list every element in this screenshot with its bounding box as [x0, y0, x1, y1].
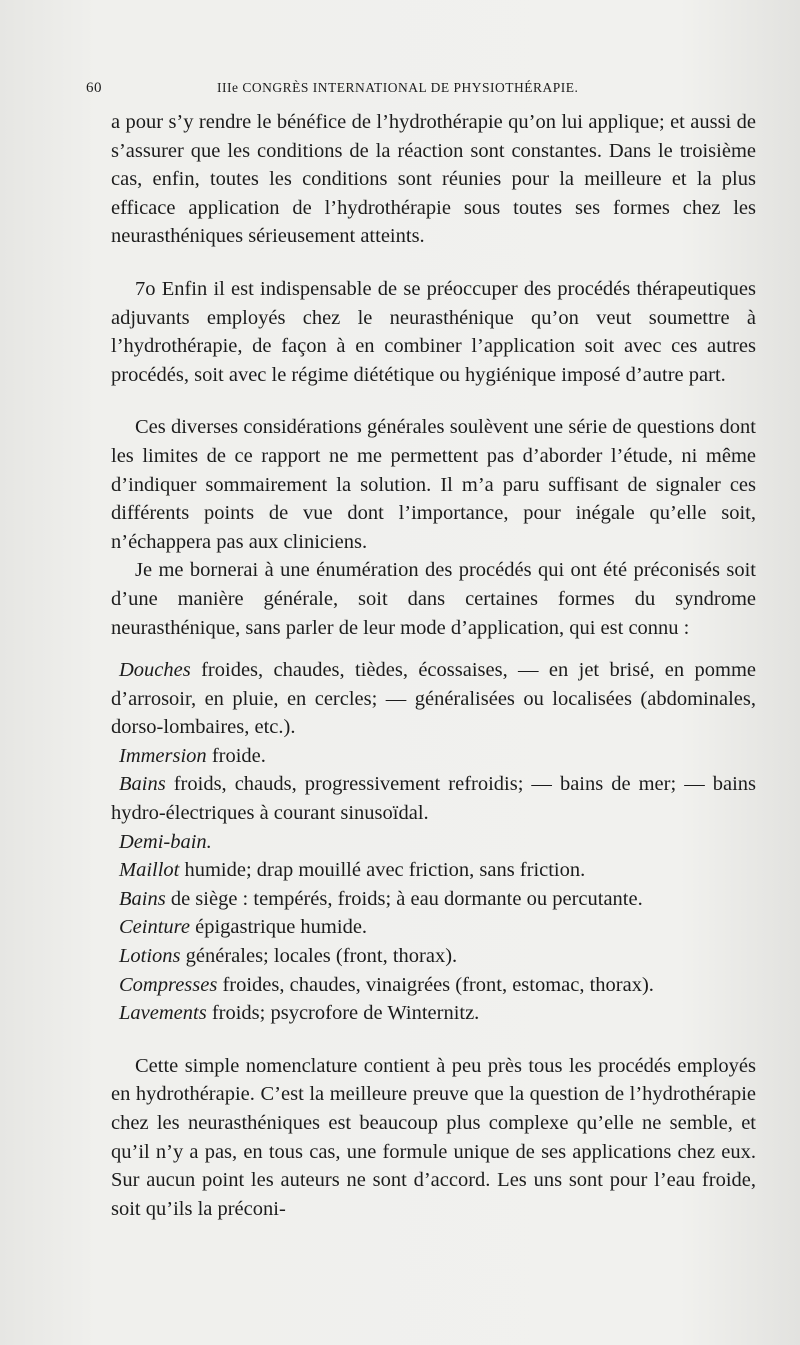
procedure-term: Bains — [119, 773, 166, 796]
paragraph-4: Je me bornerai à une énumération des procédés qui ont été préconisés soit d’une manière générale, soit dans certaines formes du syndrome neurasthénique, sans parler de leur mode d’application, qui est connu : — [111, 559, 756, 639]
procedure-item — [111, 828, 756, 857]
paragraph-1: a pour s’y rendre le bénéfice de l’hydrothérapie qu’on lui applique; et aussi de s’assurer que les conditions de la réaction sont constantes. Dans le troisième cas, enfin, toutes les conditions sont réunies pour la meilleure et la plus efficace application de l’hydrothérapie sous toutes ses formes chez les neurasthéniques sérieusement atteints. — [111, 111, 756, 248]
procedure-item — [111, 942, 756, 971]
paragraph-gap — [111, 389, 756, 413]
procedure-text: générales; locales (front, thorax). — [180, 945, 458, 968]
running-title: IIIe CONGRÈS INTERNATIONAL DE PHYSIOTHÉRAPIE. — [217, 80, 579, 95]
procedure-term: Lotions — [119, 945, 181, 968]
page-number: 60 — [86, 80, 102, 96]
procedure-text: froids; psycrofore de Winternitz. — [206, 1002, 480, 1025]
procedure-item — [111, 770, 756, 827]
procedure-text: froide. — [206, 744, 266, 767]
paragraph-3: Ces diverses considérations générales soulèvent une série de questions dont les limites de ce rapport ne me permettent pas d’aborder l’étude, ni même d’indiquer sommairement la solution. Il m’a paru suffisant de signaler ces différents points de vue dont l’importance, pour inégale qu’elle soit, n’échappera pas aux cliniciens. — [111, 416, 756, 553]
page-header — [86, 80, 766, 104]
procedure-term: Ceinture — [119, 916, 190, 939]
paragraph-gap — [111, 1028, 756, 1052]
procedure-term: Bains — [119, 887, 166, 910]
procedure-term: Maillot — [119, 859, 180, 882]
procedure-item — [111, 971, 756, 1000]
procedure-item — [111, 913, 756, 942]
procedure-item — [111, 856, 756, 885]
procedure-term: Demi-bain. — [119, 830, 212, 853]
procedure-item — [111, 999, 756, 1028]
procedure-term: Lavements — [119, 1002, 207, 1025]
paragraph-gap — [111, 642, 756, 656]
procedure-text: épigastrique humide. — [189, 916, 368, 939]
procedure-item — [111, 885, 756, 914]
procedure-term: Douches — [119, 659, 191, 682]
procedure-term: Immersion — [119, 744, 207, 767]
procedure-list — [111, 656, 756, 1028]
procedure-text: froides, chaudes, tièdes, écossaises, — en jet brisé, en pomme d’arrosoir, en pluie, en cercles; — généralisées ou localisées (abdominales, dorso-lombaires, etc.). — [111, 659, 756, 739]
procedure-item — [111, 656, 756, 742]
procedure-term: Compresses — [119, 973, 218, 996]
procedure-item — [111, 742, 756, 771]
procedure-text: humide; drap mouillé avec friction, sans friction. — [179, 859, 586, 882]
paragraph-gap — [111, 251, 756, 275]
closing-paragraph: Cette simple nomenclature contient à peu près tous les procédés employés en hydrothérapie. C’est la meilleure preuve que la question de l’hydrothérapie chez les neurasthéniques est beaucoup plus complexe qu’elle ne semble, et qu’il n’y a pas, en tous cas, une formule unique de ses applications chez eux. Sur aucun point les auteurs ne sont d’accord. Les uns sont pour l’eau froide, soit qu’ils la préconi- — [111, 1054, 756, 1220]
page-body — [111, 108, 756, 1223]
procedure-text: froids, chauds, progressivement refroidis; — bains de mer; — bains hydro-électriques à courant sinusoïdal. — [111, 773, 756, 825]
procedure-text: de siège : tempérés, froids; à eau dormante ou percutante. — [165, 887, 643, 910]
procedure-text: froides, chaudes, vinaigrées (front, estomac, thorax). — [217, 973, 654, 996]
paragraph-2: 7o Enfin il est indispensable de se préoccuper des procédés thérapeutiques adjuvants employés chez le neurasthénique qu’on veut soumettre à l’hydrothérapie, de façon à en combiner l’application soit avec ces autres procédés, soit avec le régime diététique ou hygiénique imposé d’autre part. — [111, 277, 756, 386]
